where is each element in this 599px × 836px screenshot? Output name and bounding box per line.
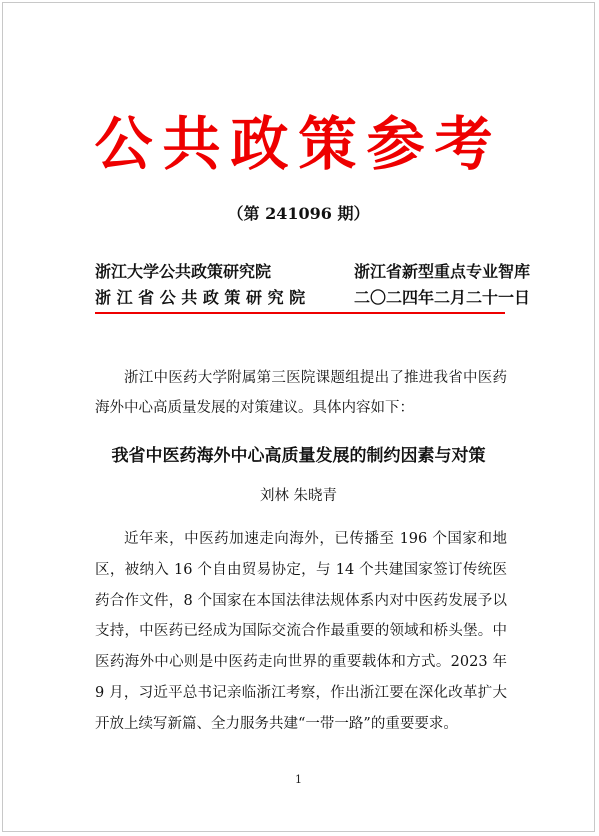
issuing-organizations bbox=[95, 259, 305, 311]
masthead-title: 公共政策参考 bbox=[94, 110, 503, 178]
article-title: 我省中医药海外中心高质量发展的制约因素与对策 bbox=[111, 446, 486, 466]
body-paragraph: 近年来，中医药加速走向海外，已传播至 196 个国家和地区，被纳入 16 个自由贸易协定，与 14 个共建国家签订传统医药合作文件，8 个国家在本国法律法规体系内对中医药发展予以支持，中医药已经成为国际交流合作最重要的领域和桥头堡。中医药海外中心则是中医药走向世界的重要载体和方式。2023 年 9 月，习近平总书记亲临浙江考察，作出浙江要在深化改革扩大开放上续写新篇、全力服务共建“一带一路”的重要要求。 bbox=[95, 531, 507, 732]
document-page bbox=[2, 2, 595, 832]
page-number: 1 bbox=[295, 773, 302, 786]
intro-paragraph: 浙江中医药大学附属第三医院课题组提出了推进我省中医药海外中心高质量发展的对策建议。具体内容如下： bbox=[95, 370, 507, 416]
org-right-line1: 浙江省新型重点专业智库 bbox=[354, 262, 531, 281]
issue-number: （第 241096 期） bbox=[227, 204, 370, 223]
issue-date: 二〇二四年二月二十一日 bbox=[354, 288, 531, 307]
think-tank-and-date bbox=[354, 259, 530, 311]
red-divider bbox=[95, 312, 505, 314]
org-left-line2: 浙 江 省 公 共 政 策 研 究 院 bbox=[95, 288, 306, 307]
org-left-line1: 浙江大学公共政策研究院 bbox=[95, 262, 272, 281]
authors: 刘林 朱晓青 bbox=[259, 488, 338, 504]
